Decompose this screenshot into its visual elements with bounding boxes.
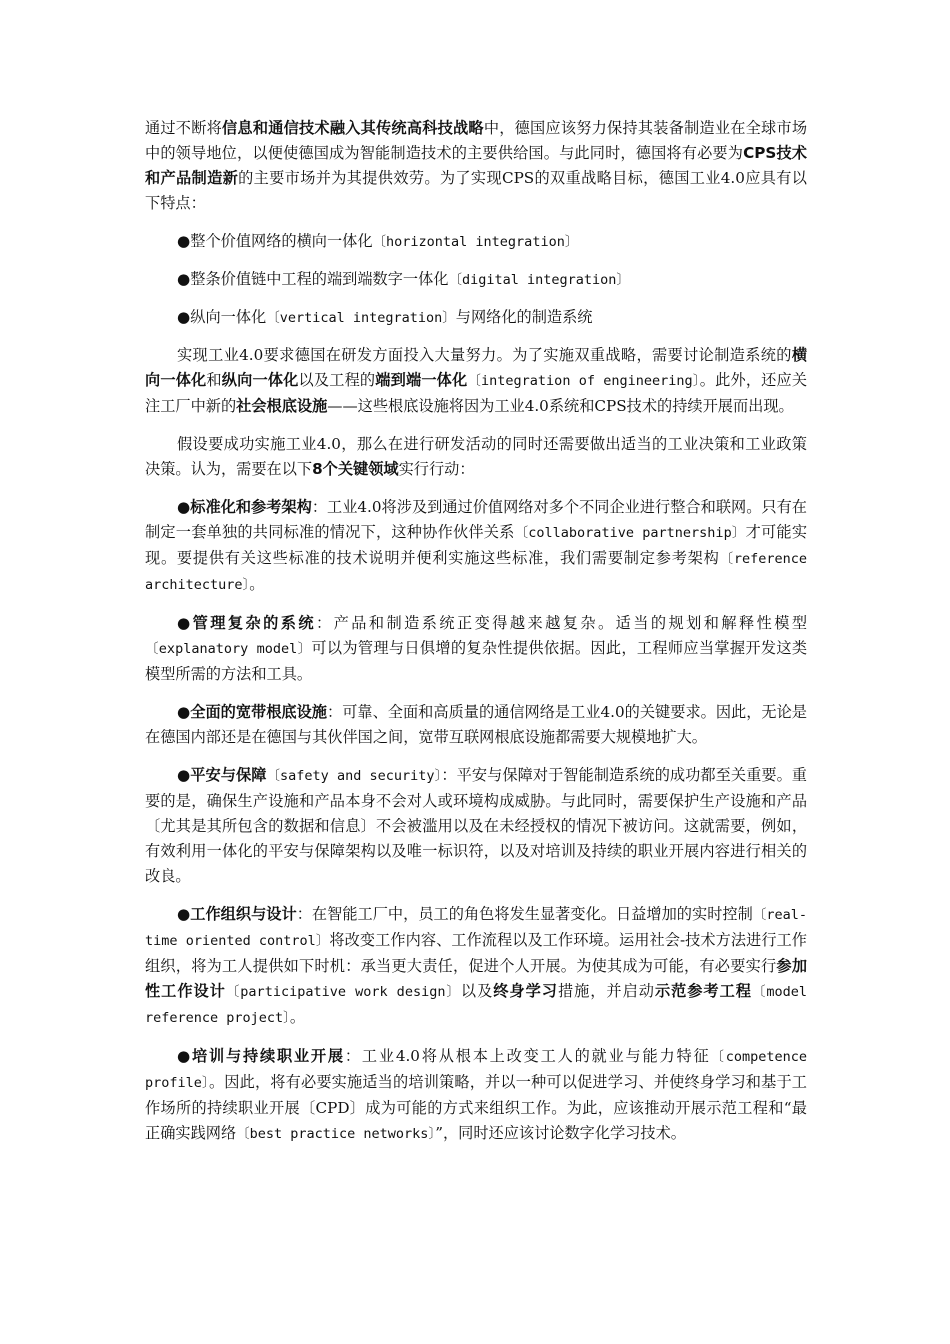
area-standardization [145, 495, 807, 598]
area-en: 〔reference architecture〕 [145, 551, 808, 593]
area-en: 〔real-time oriented control〕 [145, 907, 807, 949]
area-en: 〔explanatory model〕 [145, 641, 312, 657]
feature-text: ●纵向一体化 [177, 308, 267, 326]
implement-text: 和 [206, 371, 222, 389]
feature-item-digital [145, 267, 807, 293]
area-heading: ●培训与持续职业开展 [177, 1047, 345, 1065]
assume-paragraph [145, 432, 807, 482]
implement-bold: 横向一体化 [145, 346, 807, 389]
area-safety [145, 763, 807, 889]
area-heading: ●工作组织与设计 [177, 905, 297, 923]
area-bold: 参加性工作设计 [145, 957, 808, 1000]
implement-bold: 纵向一体化 [221, 371, 299, 389]
area-en: 〔competence profile〕 [145, 1049, 807, 1091]
implement-bold: 社会根底设施 [236, 397, 328, 415]
area-bold: 示范参考工程 [654, 982, 752, 1000]
intro-text-3: 的主要市场并为其提供效劳。为了实现CPS的双重战略目标，德国工业4.0应具有以下特点： [145, 169, 807, 212]
area-heading: ●标准化和参考架构 [177, 498, 312, 516]
area-en: 〔model reference project〕 [145, 984, 808, 1026]
area-text: ：产品和制造系统正变得越来越复杂。适当的规划和解释性模型 [316, 614, 808, 632]
feature-en: 〔vertical integration〕 [266, 310, 456, 326]
implement-text: ——这些根底设施将因为工业4.0系统和CPS技术的持续开展而出现。 [327, 397, 794, 415]
area-text: 将改变工作内容、工作流程以及工作环境。运用社会-技术方法进行工作组织，将为工人提供如下时机：承当更大责任，促进个人开展。为使其成为可能，有必要实行 [145, 931, 807, 975]
area-work-organization [145, 902, 807, 1031]
area-heading: ●平安与保障 [177, 766, 267, 784]
intro-bold-2: CPS技术和产品制造新 [145, 144, 807, 187]
assume-text: 实行行动： [398, 460, 475, 478]
area-en: 〔best practice networks〕 [236, 1126, 436, 1142]
area-text: ：工业4.0将从根本上改变工人的就业与能力特征 [344, 1047, 711, 1065]
area-complex-systems [145, 611, 807, 687]
feature-en: 〔digital integration〕 [448, 272, 630, 288]
feature-item-vertical [145, 305, 807, 331]
area-text: 。 [249, 575, 265, 593]
area-en: 〔safety and security〕 [266, 768, 442, 784]
implement-text: 实现工业4.0要求德国在研发方面投入大量努力。为了实施双重战略，需要讨论制造系统的 [177, 346, 792, 364]
area-text: 以及 [460, 982, 494, 1000]
feature-item-horizontal [145, 229, 807, 255]
area-text: 。 [289, 1008, 306, 1026]
area-text: ：可靠、全面和高质量的通信网络是工业4.0的关键要求。因此，无论是在德国内部还是在德国与其伙伴国之间，宽带互联网根底设施都需要大规模地扩大。 [145, 703, 807, 746]
intro-text-2: 中，德国应该努力保持其装备制造业在全球市场中的领导地位，以便使德国成为智能制造技术的主要供给国。与此同时，德国将有必要为 [145, 119, 808, 162]
area-bold: 终身学习 [493, 982, 558, 1000]
area-text: 措施，并启动 [557, 982, 655, 1000]
area-text: ：在智能工厂中，员工的角色将发生显著变化。日益增加的实时控制 [296, 905, 753, 923]
area-en: 〔participative work design〕 [225, 984, 461, 1000]
feature-text: ●整条价值链中工程的端到端数字一体化 [177, 270, 449, 288]
feature-tail: 与网络化的制造系统 [455, 308, 593, 326]
area-training [145, 1044, 807, 1147]
feature-en: 〔horizontal integration〕 [372, 234, 579, 250]
intro-paragraph [145, 116, 807, 216]
intro-text-1: 通过不断将 [145, 119, 223, 137]
area-text: ：平安与保障对于智能制造系统的成功都至关重要。重要的是，确保生产设施和产品本身不会对人或环境构成威胁。与此同时，需要保护生产设施和产品〔尤其是其所包含的数据和信息〕不会被滥用以及在未经授权的情况下被访问。这就需要，例如，有效利用一体化的平安与保障架构以及唯一标识符，以及对培训及持续的职业开展内容进行相关的改良。 [145, 766, 807, 885]
assume-bold: 8个关键领域 [312, 460, 399, 478]
area-heading: ●管理复杂的系统 [177, 614, 317, 632]
implement-text: 。此外，还应关注工厂中新的 [145, 371, 808, 415]
feature-text: ●整个价值网络的横向一体化 [177, 232, 373, 250]
implement-bold: 端到端一体化 [375, 371, 468, 389]
intro-bold-1: 信息和通信技术融入其传统高科技战略 [222, 119, 484, 137]
implement-text: 以及工程的 [298, 371, 376, 389]
implement-paragraph [145, 343, 807, 419]
area-text: 才可能实现。要提供有关这些标准的技术说明并便利实施这些标准，我们需要制定参考架构 [145, 523, 808, 567]
area-en: 〔collaborative partnership〕 [514, 525, 746, 541]
area-text: ”，同时还应该讨论数字化学习技术。 [435, 1124, 686, 1142]
area-text: 可以为管理与日俱增的复杂性提供依据。因此，工程师应当掌握开发这类模型所需的方法和工具。 [145, 639, 808, 683]
area-text: ：工业4.0将涉及到通过价值网络对多个不同企业进行整合和联网。只有在制定一套单独的共同标准的情况下，这种协作伙伴关系 [145, 498, 807, 541]
area-broadband [145, 700, 807, 750]
document-page [145, 116, 807, 1160]
area-text: 。因此，将有必要实施适当的培训策略，并以一种可以促进学习、并使终身学习和基于工作场所的持续职业开展〔CPD〕成为可能的方式来组织工作。为此，应该推动开展示范工程和“最正确实践网络 [145, 1073, 807, 1142]
implement-en: 〔integration of engineering〕 [467, 373, 700, 389]
area-heading: ●全面的宽带根底设施 [177, 703, 328, 721]
assume-text: 假设要成功实施工业4.0，那么在进行研发活动的同时还需要做出适当的工业决策和工业政策决策。认为，需要在以下 [145, 435, 807, 478]
